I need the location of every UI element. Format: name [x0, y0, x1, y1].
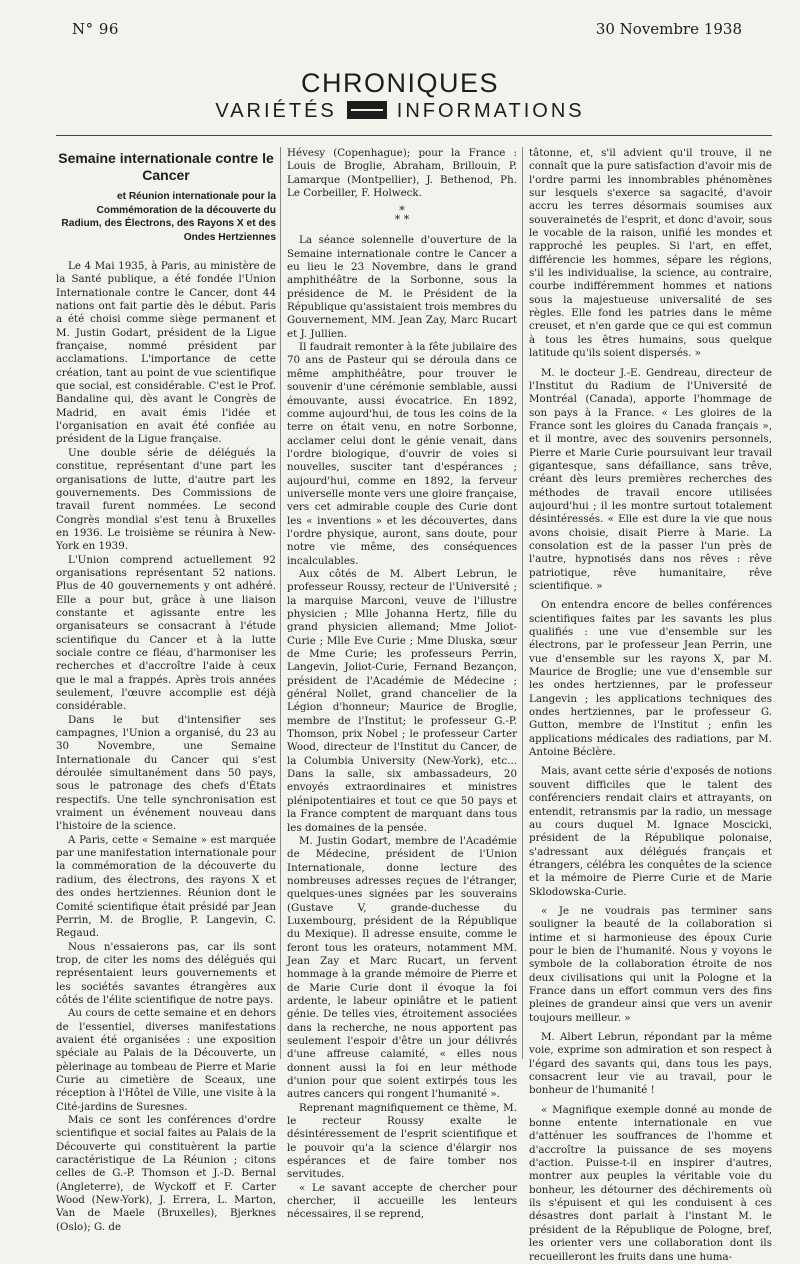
subtitle-left: VARIÉTÉS — [215, 100, 337, 122]
paragraph: tâtonne, et, s'il advient qu'il trouve, il ne connaît que la pure satisfaction d'avoir mis de l'ordre parmi les innombrables phénomènes sur lesquels s'exerce sa sagacité, d'avoir accru les terres désormais soumises aux souverainetés de l'esprit, et donc d'avoir, sous le vocable de la raison, unifié les mondes et rapproché les peuples. Si l'art, en effet, différencie les hommes, sépare les régions, s'il les individualise, la science, au contraire, courbe indifféremment hommes et nations sous la majestueuse universalité de ses règles. Elle fond les patries dans le même creuset, et n'en garde que ce qui est commun à tous les êtres humains, sous quelque latitude qu'ils soient dispersés. » — [529, 147, 772, 360]
column-1 — [56, 150, 276, 1234]
paragraph: Il faudrait remonter à la fête jubilaire des 70 ans de Pasteur qui se déroula dans ce même amphithéâtre, pour trouver le souvenir d'une cérémonie semblable, aussi émouvante, aussi évocatrice. En 1892, comme aujourd'hui, de tous les coins de la terre on était venu, en notre Sorbonne, acclamer celui dont le génie venait, dans l'ordre biologique, d'ouvrir de voies si nouvelles, susciter tant d'espérances ; aujourd'hui, comme en 1892, la ferveur universelle monte vers une gloire française, vers cet admirable couple des Curie dont les « inventions » et les découvertes, dans l'ordre physique, auront, sans doute, pour notre vie même, des conséquences incalculables. — [287, 341, 517, 567]
column-divider — [280, 147, 281, 1059]
asterism-ornament: * * * — [394, 204, 410, 227]
subtitle-right: INFORMATIONS — [396, 100, 585, 122]
paragraph: « Le savant accepte de chercher pour chercher, il accueille les lenteurs nécessaires, il se reprend, — [287, 1181, 517, 1221]
paragraph: Hévesy (Copenhague); pour la France : Louis de Broglie, Abraham, Brillouin, P. Lamarque (Montpellier), J. Bethenod, Ph. Le Corbeiller, F. Holweck. — [287, 147, 517, 200]
paragraph: Dans le but d'intensifier ses campagnes, l'Union a organisé, du 23 au 30 Novembre, une Semaine Internationale du Cancer qui s'est déroulée simultanément dans 50 pays, sous le patronage des chefs d'États respectifs. Une telle synchronisation est vraiment un événement nouveau dans l'histoire de la science. — [56, 713, 276, 833]
paragraph: Mais, avant cette série d'exposés de notions souvent difficiles que le talent des conférenciers rendait clairs et attrayants, on entendit, retransmis par la radio, un message au cours duquel M. Ignace Moscicki, président de la République polonaise, s'adressant aux délégués français et étrangers, célébra les conquêtes de la science et la mémoire de Pierre Curie et de Marie Sklodowska-Curie. — [529, 765, 772, 898]
column-divider — [522, 147, 523, 1059]
issue-number: N° 96 — [72, 20, 119, 38]
quote: « Magnifique exemple donné au monde de bonne entente internationale en vue d'atténuer les souffrances de l'homme et d'accroître la puissance de ses moyens d'action. Puisse-t-il en inspirer d'autres, montrer aux peuples la véritable voie du bonheur, les détourner des déchirements où ils s'épuisent et qui les conduisent à ces désastres dont parlait à l'instant M. le président de la République de Pologne, bref, les orienter vers une collaboration dont ils recueilleront les fruits dans une huma- — [529, 1103, 772, 1263]
paragraph: A Paris, cette « Semaine » est marquée par une manifestation internationale pour la commémoration de la découverte du radium, des électrons, des rayons X et des ondes hertziennes. Réunion dont le Comité scientifique était présidé par Jean Perrin, M. de Broglie, P. Langevin, C. Regaud. — [56, 833, 276, 940]
paragraph: M. Justin Godart, membre de l'Académie de Médecine, président de l'Union Internationale, donne lecture des nombreuses adresses reçues de l'étranger, quelques-unes signées par les souverains (Gustave V, grande-duchesse du Luxembourg, président de la République du Mexique). Il adresse ensuite, comme le feront tous les orateurs, notamment MM. Jean Zay et Marc Rucart, un fervent hommage à la grande mémoire de Pierre et de Marie Curie dont il évoque la foi ardente, le labeur opiniâtre et le patient génie. De telles vies, étroitement associées dans la recherche, ne nous apportent pas seulement l'espoir d'être un jour délivrés d'une affreuse calamité, « elles nous donnent aussi la foi en leur méthode d'union pour que soient extirpés tous les autres cancers qui rongent l'humanité ». — [287, 834, 517, 1101]
paragraph: Reprenant magnifiquement ce thème, M. le recteur Roussy exalte le désintéressement de l'esprit scientifique et le pouvoir qu'a la science d'élargir nos espérances et de faire tomber nos servitudes. — [287, 1101, 517, 1181]
article-title: Semaine internationale contre le Cancer — [58, 150, 274, 183]
ampersand-ornament-icon — [347, 101, 387, 119]
paragraph: Le 4 Mai 1935, à Paris, au ministère de la Santé publique, a été fondée l'Union Internationale contre le Cancer, dont 44 nations ont fait partie dès le début. Paris a été choisi comme siège permanent et M. Justin Godart, président de la Ligue française, nommé président par acclamations. L'importance de cette création, tant au point de vue scientifique que social, est considérable. C'est le Prof. Bandaline qui, dès avant le Congrès de Madrid, en avait émis l'idée et l'organisation en avait été confiée au président de la Ligue française. — [56, 260, 276, 446]
header-rule — [56, 135, 772, 136]
paragraph: Une double série de délégués la constitue, représentant d'une part les organisations de lutte, d'autre part les gouvernements. Des Commissions de travail furent nommées. Le second Congrès mondial s'est tenu à Bruxelles en 1936. Le troisième se réunira à New-York en 1939. — [56, 446, 276, 553]
paragraph: M. Albert Lebrun, répondant par la même voie, exprime son admiration et son respect à l'égard des savants qui, dans tous les pays, consacrent leur vie au travail, pour le bonheur de l'humanité ! — [529, 1031, 772, 1097]
paragraph: M. le docteur J.-E. Gendreau, directeur de l'Institut du Radium de l'Université de Montréal (Canada), apporte l'hommage de son pays à la France. « Les gloires de la France sont les gloires du Canada français », et il montre, avec des souvenirs personnels, Pierre et Marie Curie poursuivant leur travail gigantesque, sans défaillance, sans trêve, créant dès leurs premières recherches des méthodes de travail encore utilisées aujourd'hui ; il les montre surtout totalement désintéressés. « Elle est dure la vie que nous avons choisie, disait Pierre à Marie. La consolation est de la passer l'un près de l'autre, hypnotisés dans nos rêves : rêve patriotique, rêve humanitaire, rêve scientifique. » — [529, 366, 772, 592]
issue-date: 30 Novembre 1938 — [595, 20, 742, 38]
quote: « Je ne voudrais pas terminer sans souligner la beauté de la collaboration si intime et si harmonieuse des époux Curie pour le bien de l'humanité. Nous y voyons le symbole de la collaboration étroite de nos deux civilisations qui unit la Pologne et la France dans un effort commun vers des fins pleines de grandeur ainsi que vers un avenir toujours meilleur. » — [529, 904, 772, 1024]
paragraph: Nous n'essaierons pas, car ils sont trop, de citer les noms des délégués qui représentaient leurs gouvernements et les sociétés savantes étrangères aux côtés de l'élite scientifique de notre pays. — [56, 940, 276, 1006]
paragraph: La séance solennelle d'ouverture de la Semaine internationale contre le Cancer a eu lieu le 23 Novembre, dans le grand amphithéâtre de la Sorbonne, sous la présidence de M. le Président de la République qu'assistaient trois membres du Gouvernement, MM. Jean Zay, Marc Rucart et J. Jullien. — [287, 234, 518, 340]
column-3 — [529, 147, 772, 1264]
column-2 — [287, 147, 517, 1222]
section-title: CHRONIQUES — [300, 68, 499, 98]
paragraph: Aux côtés de M. Albert Lebrun, le professeur Roussy, recteur de l'Université ; la marquise Marconi, veuve de l'illustre physicien ; Mlle Johanna Hertz, fille du grand physicien allemand; Mme Joliot-Curie ; Mlle Eve Curie ; Mme Dluska, sœur de Mme Curie; les professeurs Perrin, Langevin, Joliot-Curie, Fernand Bezançon, président de l'Académie de Médecine ; général Nollet, grand chancelier de la Légion d'honneur; Maurice de Broglie, membre de l'Institut; le professeur G.-P. Thomson, prix Nobel ; le professeur Carter Wood, directeur de l'Institut du Cancer, de la Columbia University (New-York), etc... Dans la salle, six ambassadeurs, 20 envoyés extraordinaires et ministres plénipotentiaires et tout ce que 50 pays et la France comptent de marquant dans tous les domaines de la pensée. — [287, 567, 517, 834]
paragraph: L'Union comprend actuellement 92 organisations représentant 52 nations. Plus de 40 gouvernements y ont adhéré. Elle a pour but, grâce à une liaison constante et agissante entre les organisateurs se consacrant à l'étude scientifique du Cancer et à la lutte sociale contre ce fléau, d'harmoniser les recherches et d'accroître l'aide à ceux que le mal a frappés. Après trois années seulement, l'œuvre accomplie est déjà considérable. — [56, 553, 276, 713]
paragraph: Mais ce sont les conférences d'ordre scientifique et social faites au Palais de la Découverte qui constituèrent la partie caractéristique de La Réunion ; citons celles de G.-P. Thomson et J.-D. Bernal (Angleterre), de Wyckoff et F. Carter Wood (New-York), J. Errera, L. Marton, Van de Maele (Bruxelles), Bjerknes (Oslo); G. de — [56, 1114, 276, 1233]
paragraph: On entendra encore de belles conférences scientifiques faites par les savants les plus qualifiés : une vue d'ensemble sur les électrons, par le professeur Jean Perrin, une vue d'ensemble sur les rayons X, par M. Maurice de Broglie; une vue d'ensemble sur les ondes hertziennes, par le professeur Langevin ; les applications techniques des ondes hertziennes, par le professeur G. Gutton, membre de l'Institut ; enfin les applications médicales des radiations, par M. Antoine Béclère. — [529, 599, 772, 759]
section-subtitle — [0, 100, 800, 123]
paragraph: Au cours de cette semaine et en dehors de l'essentiel, diverses manifestations avaient été organisées : une exposition spéciale au Palais de la Découverte, un pèlerinage au tombeau de Pierre et Marie Curie au cimetière de Sceaux, une réception à l'Hôtel de Ville, une visite à la Cité-jardins de Suresnes. — [56, 1007, 276, 1113]
article-subtitle: et Réunion internationale pour la Commémoration de la découverte du Radium, des Électrons, des Rayons X et des Ondes Hertziennes — [61, 191, 276, 243]
